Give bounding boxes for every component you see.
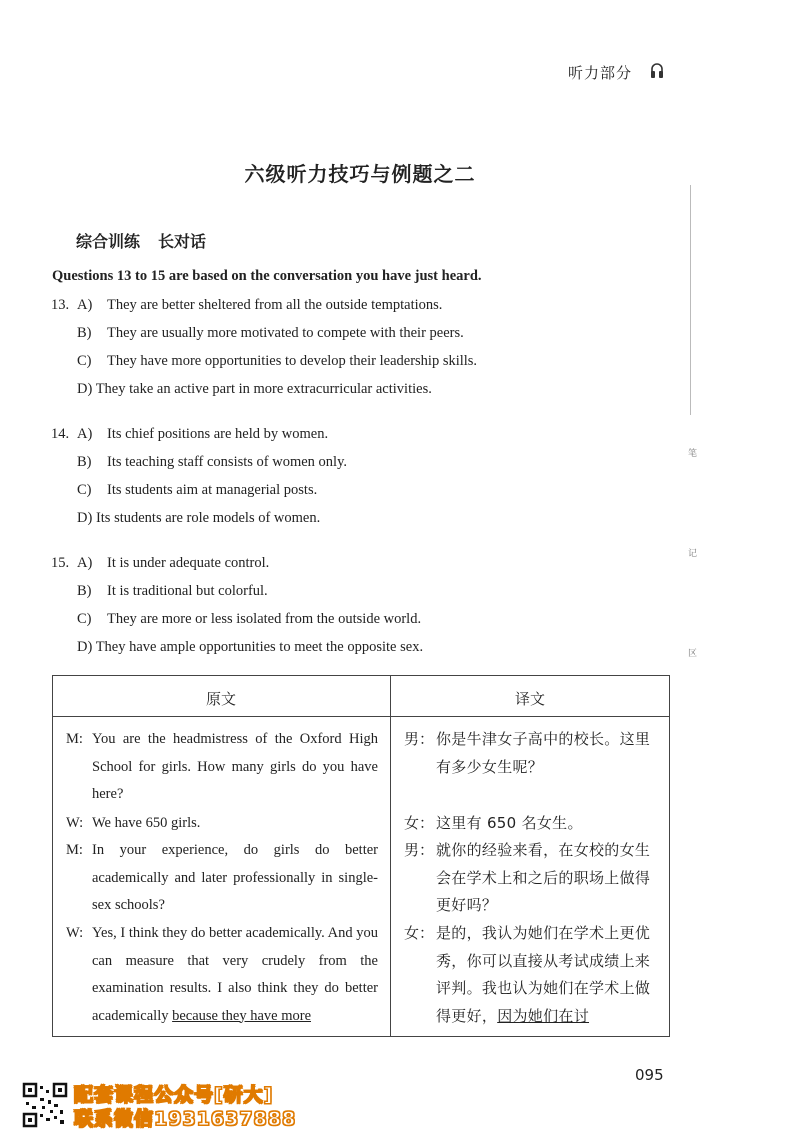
table-column-divider — [390, 675, 391, 1037]
option-text: Its students aim at managerial posts. — [107, 482, 318, 498]
question-option — [51, 297, 442, 314]
option-letter: A) — [77, 426, 93, 442]
question-option — [51, 555, 269, 572]
option-text: They are more or less isolated from the outside world. — [107, 611, 422, 627]
option-text: It is under adequate control. — [107, 555, 270, 571]
speaker-en: M: — [66, 731, 83, 747]
question-option — [77, 639, 423, 656]
option-text: D) — [77, 510, 93, 526]
option-text: They are usually more motivated to compete with their peers. — [107, 325, 464, 341]
speaker-en: M: — [66, 842, 83, 858]
table-header-original: 原文 — [205, 690, 236, 708]
question-option — [77, 611, 421, 628]
transcript-zh-underlined: 因为她们在讨 — [497, 1006, 590, 1025]
question-option — [77, 353, 477, 370]
transcript-zh: 就你的经验来看，在女校的女生会在学术上和之后的职场上做得更好吗？ — [436, 841, 651, 914]
question-number: 14. — [51, 426, 70, 442]
margin-rule — [690, 185, 691, 415]
transcript-zh: 你是牛津女子高中的校长。这里有多少女生呢？ — [436, 730, 651, 776]
option-text: Its students are role models of women. — [95, 510, 321, 526]
option-text: D) — [77, 639, 93, 655]
option-letter: B) — [77, 454, 92, 470]
subtitle-part2: 长对话 — [158, 232, 207, 251]
option-text: Its teaching staff consists of women only. — [107, 454, 348, 470]
transcript-zh — [436, 920, 658, 1030]
transcript-en: In your experience, do girls do better academically and later professionally in single-sex schools? — [92, 842, 378, 913]
option-text: They take an active part in more extracurricular activities. — [95, 381, 432, 397]
speaker-zh: 男： — [404, 730, 435, 748]
table-header-translation: 译文 — [514, 690, 545, 708]
option-letter: C) — [77, 353, 92, 369]
question-option — [77, 482, 317, 499]
headphone-listening-icon — [650, 63, 664, 79]
header-section-title: 听力部分 — [568, 64, 633, 82]
question-option — [77, 510, 320, 527]
transcript-zh: 这里有 650 名女生。 — [436, 814, 583, 832]
option-letter: C) — [77, 482, 92, 498]
option-letter: B) — [77, 325, 92, 341]
option-text: They have more opportunities to develop their leadership skills. — [107, 353, 478, 369]
transcript-en: You are the headmistress of the Oxford High School for girls. How many girls do you have here? — [92, 731, 378, 802]
option-text: It is traditional but colorful. — [107, 583, 268, 599]
transcript-en: We have 650 girls. — [92, 815, 201, 831]
speaker-zh: 女： — [404, 924, 435, 942]
qr-code-icon — [22, 1082, 68, 1128]
speaker-zh: 女： — [404, 814, 435, 832]
watermark-line-2: 联系微信1931637888 — [74, 1108, 297, 1130]
page-number: 095 — [635, 1066, 664, 1084]
question-option — [77, 454, 347, 471]
table-header-divider — [52, 716, 670, 717]
question-option — [51, 426, 328, 443]
question-option — [77, 583, 268, 600]
watermark-line-1: 配套课程公众号[研大] — [74, 1084, 274, 1106]
margin-note-char: 区 — [688, 649, 698, 659]
question-instruction: Questions 13 to 15 are based on the conversation you have just heard. — [52, 268, 482, 284]
margin-note-char: 记 — [688, 549, 698, 559]
question-number: 15. — [51, 555, 70, 571]
question-number: 13. — [51, 297, 70, 313]
transcript-zh-text: 是的，我认为她们在学术上更优秀，你可以直接从考试成绩上来评判。我也认为她们在学术上做得更好， — [436, 924, 651, 1025]
subtitle-part1: 综合训练 — [76, 232, 141, 251]
option-letter: B) — [77, 583, 92, 599]
page-title: 六级听力技巧与例题之二 — [244, 162, 476, 186]
section-subtitle — [76, 229, 206, 252]
option-text: They have ample opportunities to meet the opposite sex. — [95, 639, 424, 655]
speaker-en: W: — [66, 815, 84, 831]
question-option — [77, 325, 464, 342]
option-text: Its chief positions are held by women. — [107, 426, 329, 442]
margin-note-char: 笔 — [688, 449, 698, 459]
transcript-en-text: Yes, I think they do better academically. And you can measure that very crudely from the examination results. I also think they do better academically — [92, 925, 378, 1024]
option-letter: A) — [77, 297, 93, 313]
transcript-en — [92, 920, 378, 1030]
speaker-zh: 男： — [404, 841, 435, 859]
option-text: They are better sheltered from all the outside temptations. — [107, 297, 443, 313]
speaker-en: W: — [66, 925, 84, 941]
option-letter: C) — [77, 611, 92, 627]
option-text: D) — [77, 381, 93, 397]
transcript-en-underlined: because they have more — [172, 1007, 311, 1024]
option-letter: A) — [77, 555, 93, 571]
question-option — [77, 381, 432, 398]
